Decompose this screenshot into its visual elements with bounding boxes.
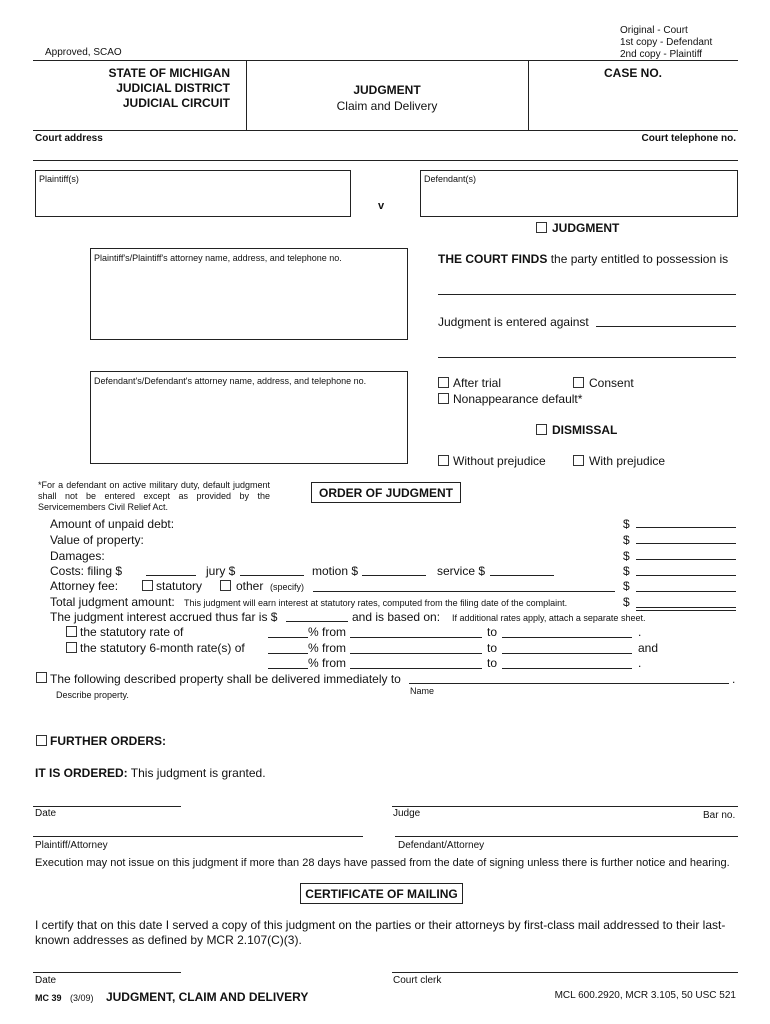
costs-jury-label: jury $ <box>206 564 236 578</box>
form-title-block <box>246 82 528 114</box>
unpaid-debt-dollar: $ <box>623 517 630 531</box>
plaintiff-attorney-sig-label: Plaintiff/Attorney <box>35 840 108 851</box>
it-is-ordered-label: IT IS ORDERED: <box>35 766 128 780</box>
date-signature-line[interactable] <box>33 806 181 807</box>
statutory-fee-checkbox[interactable] <box>142 580 153 591</box>
rate3-from-line[interactable] <box>350 668 482 669</box>
specify-label: (specify) <box>270 582 305 592</box>
entered-against-line-2[interactable] <box>438 357 736 358</box>
rate2-pct-line[interactable] <box>268 653 308 654</box>
judge-label: Judge <box>393 808 421 819</box>
rate3-to: to <box>487 656 498 670</box>
consent-label: Consent <box>589 376 634 390</box>
nonappearance-label: Nonappearance default* <box>453 392 583 406</box>
plaintiff-attorney-signature-line[interactable] <box>33 836 363 837</box>
attorney-fee-line[interactable] <box>636 591 736 592</box>
rate3-to-line[interactable] <box>502 668 632 669</box>
defendant-attorney-signature-line[interactable] <box>395 836 738 837</box>
rate1-from: % from <box>308 625 347 639</box>
statutory-rate-label: the statutory rate of <box>80 625 184 639</box>
court-clerk-label: Court clerk <box>393 975 442 986</box>
defendant-attorney-sig-label: Defendant/Attorney <box>398 840 485 851</box>
address-bottom-rule <box>33 160 738 161</box>
plaintiff-box[interactable] <box>35 170 351 217</box>
header-top-rule <box>33 60 738 61</box>
state-of-michigan: STATE OF MICHIGAN <box>108 66 230 80</box>
other-fee-label: other <box>236 579 264 593</box>
court-jurisdiction <box>40 66 230 111</box>
it-is-ordered-text <box>35 766 266 780</box>
plaintiff-attorney-box[interactable] <box>90 248 408 340</box>
statutory-6month-checkbox[interactable] <box>66 642 77 653</box>
statutory-fee-label: statutory <box>156 579 203 593</box>
certificate-title: CERTIFICATE OF MAILING <box>300 883 463 904</box>
damages-dollar: $ <box>623 549 630 563</box>
attorney-fee-label: Attorney fee: <box>50 579 119 593</box>
total-amount-double-rule <box>636 610 736 611</box>
without-prejudice-label: Without prejudice <box>453 454 546 468</box>
property-delivered-label: The following described property shall be delivered immediately to <box>50 672 401 686</box>
court-phone-label: Court telephone no. <box>641 133 736 144</box>
plaintiff-label: Plaintiff(s) <box>39 174 79 184</box>
plaintiff-attorney-label: Plaintiff's/Plaintiff's attorney name, address, and telephone no. <box>94 253 342 263</box>
total-interest-note: This judgment will earn interest at statutory rates, computed from the filing date of the complaint. <box>184 598 568 608</box>
rate2-to: to <box>487 641 498 655</box>
total-amount-label: Total judgment amount: <box>50 595 175 609</box>
judicial-district: JUDICIAL DISTRICT <box>116 81 230 95</box>
statutory-6month-label: the statutory 6-month rate(s) of <box>80 641 245 655</box>
order-of-judgment-title: ORDER OF JUDGMENT <box>311 482 461 503</box>
certificate-date-line[interactable] <box>33 972 181 973</box>
without-prejudice-checkbox[interactable] <box>438 455 449 466</box>
copy-distribution <box>620 25 712 61</box>
after-trial-checkbox[interactable] <box>438 377 449 388</box>
dismissal-label: DISMISSAL <box>552 423 618 437</box>
costs-dollar: $ <box>623 564 630 578</box>
further-orders-label: FURTHER ORDERS: <box>50 734 166 748</box>
form-title: JUDGMENT <box>353 83 421 97</box>
other-fee-line[interactable] <box>313 591 615 592</box>
damages-label: Damages: <box>50 549 105 563</box>
military-duty-note: *For a defendant on active military duty, default judgment shall not be entered except as provided by the Servicemembers Civil Relief Act. <box>38 480 270 512</box>
defendant-box[interactable] <box>420 170 738 217</box>
deliver-period: . <box>732 672 736 686</box>
after-trial-label: After trial <box>453 376 502 390</box>
deliver-to-name-line[interactable] <box>409 683 729 684</box>
defendant-label: Defendant(s) <box>424 174 477 184</box>
court-finds-text <box>438 252 728 266</box>
based-on-label: and is based on: <box>352 610 441 624</box>
bar-no-label: Bar no. <box>703 810 736 821</box>
versus: v <box>378 200 385 212</box>
damages-line[interactable] <box>636 559 736 560</box>
copy-second: 2nd copy - Plaintiff <box>620 49 703 60</box>
consent-checkbox[interactable] <box>573 377 584 388</box>
further-orders-checkbox[interactable] <box>36 735 47 746</box>
other-fee-checkbox[interactable] <box>220 580 231 591</box>
court-address-label: Court address <box>35 133 103 144</box>
judicial-circuit: JUDICIAL CIRCUIT <box>122 96 230 110</box>
rate1-from-line[interactable] <box>350 637 482 638</box>
judgment-checkbox[interactable] <box>536 222 547 233</box>
rate2-from: % from <box>308 641 347 655</box>
approved-scao: Approved, SCAO <box>45 47 122 58</box>
certificate-text: I certify that on this date I served a copy of this judgment on the parties or their attorneys by first-class mail addressed to their last-known addresses as defined by MCR 2.107(C)(3). <box>35 918 726 947</box>
defendant-attorney-box[interactable] <box>90 371 408 464</box>
describe-property-caption: Describe property. <box>56 690 129 700</box>
header-bottom-rule <box>33 130 738 131</box>
unpaid-debt-line[interactable] <box>636 527 736 528</box>
certificate-date-label: Date <box>35 975 57 986</box>
name-caption: Name <box>410 686 435 696</box>
interest-accrued-line[interactable] <box>286 621 348 622</box>
entered-against-label: Judgment is entered against <box>438 315 589 329</box>
legal-citations: MCL 600.2920, MCR 3.105, 50 USC 521 <box>554 990 736 1001</box>
costs-total-line[interactable] <box>636 575 736 576</box>
court-finds-label: THE COURT FINDS <box>438 252 548 266</box>
court-finds-rest: the party entitled to possession is <box>550 252 729 266</box>
costs-motion-label: motion $ <box>312 564 359 578</box>
value-property-dollar: $ <box>623 533 630 547</box>
form-number: MC 39 <box>35 993 62 1003</box>
with-prejudice-checkbox[interactable] <box>573 455 584 466</box>
judgment-label: JUDGMENT <box>552 221 620 235</box>
based-on-note: If additional rates apply, attach a separate sheet. <box>452 613 646 623</box>
form-revision: (3/09) <box>69 993 94 1003</box>
costs-service-label: service $ <box>437 564 486 578</box>
with-prejudice-label: With prejudice <box>589 454 666 468</box>
copy-original: Original - Court <box>620 25 688 36</box>
possession-party-line[interactable] <box>438 294 736 295</box>
rate3-from: % from <box>308 656 347 670</box>
costs-filing-label: Costs: filing $ <box>50 564 123 578</box>
execution-note: Execution may not issue on this judgment if more than 28 days have passed from the date of signing unless there is further notice and hearing. <box>35 857 730 869</box>
judge-signature-line[interactable] <box>392 806 738 807</box>
date-label: Date <box>35 808 57 819</box>
rate1-to-line[interactable] <box>502 637 632 638</box>
total-dollar: $ <box>623 595 630 609</box>
property-delivery-checkbox[interactable] <box>36 672 47 683</box>
statutory-rate-checkbox[interactable] <box>66 626 77 637</box>
total-amount-line[interactable] <box>636 607 736 608</box>
rate2-and: and <box>638 641 659 655</box>
costs-filing-line[interactable] <box>146 575 196 576</box>
attorney-fee-dollar: $ <box>623 579 630 593</box>
nonappearance-checkbox[interactable] <box>438 393 449 404</box>
rate1-period: . <box>638 625 642 639</box>
value-property-line[interactable] <box>636 543 736 544</box>
court-clerk-signature-line[interactable] <box>392 972 738 973</box>
rate3-pct-line[interactable] <box>268 668 308 669</box>
rate2-from-line[interactable] <box>350 653 482 654</box>
interest-accrued-label: The judgment interest accrued thus far is $ <box>50 610 278 624</box>
judgment-granted-text: This judgment is granted. <box>130 766 266 780</box>
rate3-period: . <box>638 656 642 670</box>
rate1-to: to <box>487 625 498 639</box>
form-footer-title: JUDGMENT, CLAIM AND DELIVERY <box>105 990 309 1004</box>
dismissal-checkbox[interactable] <box>536 424 547 435</box>
costs-jury-line[interactable] <box>240 575 304 576</box>
rate2-to-line[interactable] <box>502 653 632 654</box>
case-number-label: CASE NO. <box>603 66 662 80</box>
costs-service-line[interactable] <box>490 575 554 576</box>
value-property-label: Value of property: <box>50 533 144 547</box>
defendant-attorney-label: Defendant's/Defendant's attorney name, address, and telephone no. <box>94 376 367 386</box>
entered-against-line[interactable] <box>596 326 736 327</box>
form-identifier <box>35 988 308 1006</box>
costs-motion-line[interactable] <box>362 575 426 576</box>
unpaid-debt-label: Amount of unpaid debt: <box>50 517 175 531</box>
copy-first: 1st copy - Defendant <box>620 37 713 48</box>
rate1-pct-line[interactable] <box>268 637 308 638</box>
form-subtitle: Claim and Delivery <box>336 99 438 113</box>
